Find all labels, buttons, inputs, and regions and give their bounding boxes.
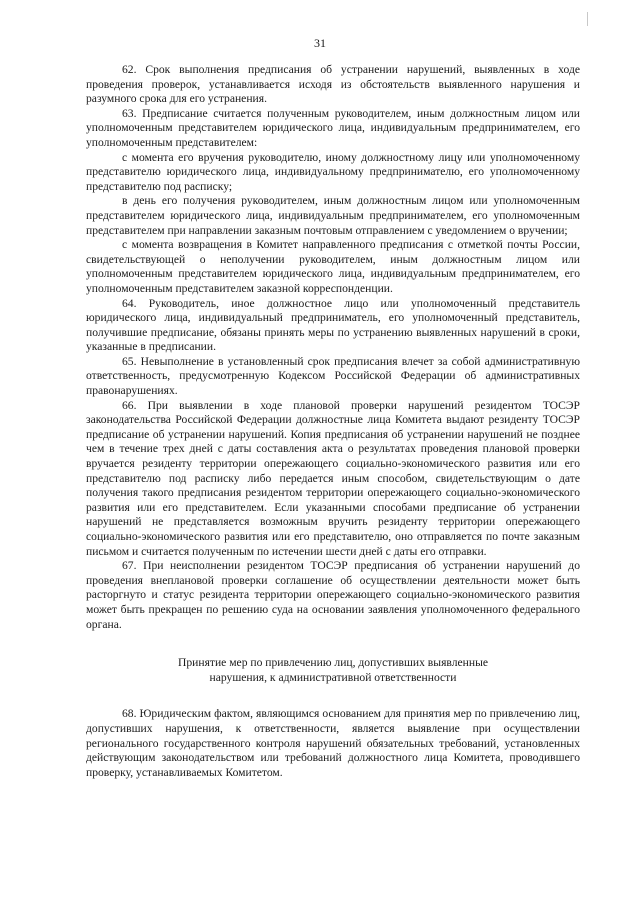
- paragraph-66: 66. При выявлении в ходе плановой проверки нарушений резидентом ТОСЭР законодательства Российской Федерации должностные лица Комитета выдают резиденту ТОСЭР предписание об устранении нарушений. Копия предписания об устранении нарушений не позднее чем в течение трех дней с даты составления акта о результатах проведения плановой проверки вручается резиденту территории опережающего социально-экономического развития или его представителю под расписку либо передается иным способом, свидетельствующим о дате получения такого предписания резидентом территории опережающего социально-экономического развития или его представителем. Если указанными способами предписание об устранении нарушений не представляется возможным вручить резиденту территории опережающего социально-экономического развития или его представителю, оно отправляется по почте заказным письмом и считается полученным по истечении шести дней с даты его отправки.: [86, 398, 580, 558]
- paragraph-62: 62. Срок выполнения предписания об устранении нарушений, выявленных в ходе проведения проверок, устанавливается исходя из обстоятельств выявленного нарушения и разумного срока для его устранения.: [86, 63, 580, 106]
- paragraph-67: 67. При неисполнении резидентом ТОСЭР предписания об устранении нарушений до проведения внеплановой проверки соглашение об осуществлении деятельности может быть расторгнуто и статус резидента территории опережающего социально-экономического развития может быть прекращен по решению суда на основании заявления уполномоченного федерального органа.: [86, 559, 580, 631]
- section-heading-line-2: нарушения, к административной ответственности: [209, 670, 457, 684]
- paragraph-63-item-2: в день его получения руководителем, иным должностным лицом или уполномоченным представителем юридического лица, индивидуальным предпринимателем, его уполномоченным представителем при направлении заказным почтовым отправлением с уведомлением о вручении;: [86, 194, 580, 237]
- scan-mark: [587, 12, 588, 26]
- paragraph-63-item-1: с момента его вручения руководителю, иному должностному лицу или уполномоченному представителю юридического лица, индивидуальному предпринимателю, его уполномоченному представителю под расписку;: [86, 150, 580, 193]
- paragraph-63-item-3: с момента возвращения в Комитет направленного предписания с отметкой почты России, свидетельствующей о неполучении руководителем, иным должностным лицом или уполномоченным представителем юридического лица, индивидуальным предпринимателем, его уполномоченным представителем заказной корреспонденции.: [86, 238, 580, 295]
- section-heading: [86, 656, 580, 685]
- paragraph-68: 68. Юридическим фактом, являющимся основанием для принятия мер по привлечению лиц, допустивших нарушения, к ответственности, является выявление при осуществлении регионального государственного контроля нарушений обязательных требований, установленных действующим законодательством или требований должностного лица Комитета, проводившего проверку, устанавливаемых Комитетом.: [86, 707, 580, 779]
- page-number: 31: [314, 36, 326, 50]
- paragraph-64: 64. Руководитель, иное должностное лицо или уполномоченный представитель юридического лица, индивидуальный предприниматель, его уполномоченный представитель, получившие предписание, обязаны принять меры по устранению выявленных нарушений в сроки, указанные в предписании.: [86, 296, 580, 354]
- document-body: [86, 63, 580, 780]
- section-heading-line-1: Принятие мер по привлечению лиц, допустивших выявленные: [177, 656, 489, 670]
- paragraph-65: 65. Невыполнение в установленный срок предписания влечет за собой административную ответственность, предусмотренную Кодексом Российской Федерации об административных правонарушениях.: [86, 354, 580, 398]
- paragraph-63: 63. Предписание считается полученным руководителем, иным должностным лицом или уполномоченным представителем юридического лица, индивидуальным предпринимателем, его уполномоченным представителем:: [86, 106, 580, 149]
